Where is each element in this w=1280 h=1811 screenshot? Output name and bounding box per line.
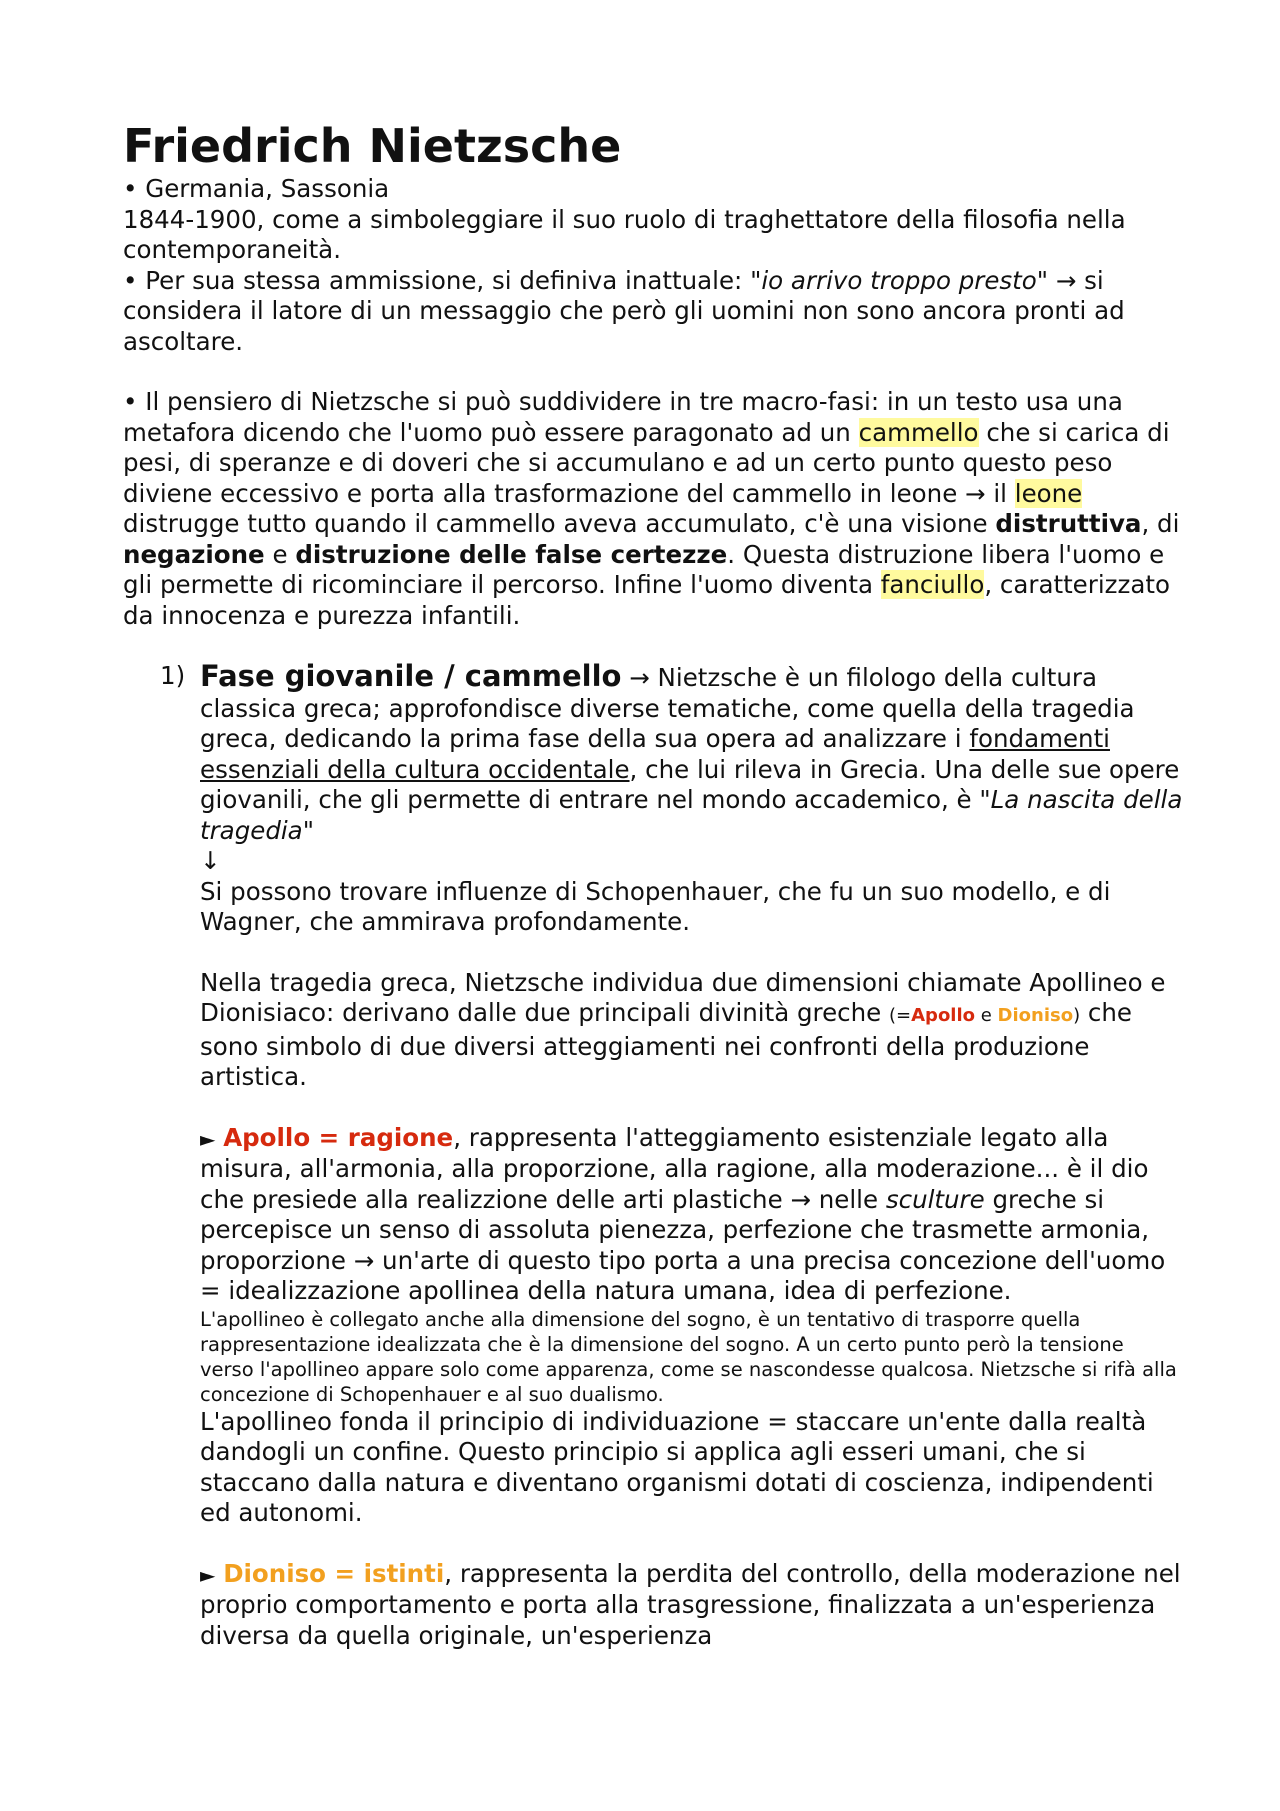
intro-text: " → si considera il latore di un messaggio che però gli uomini non sono ancora pronti ad ascoltare. [123, 265, 1125, 356]
phase-1-item [160, 659, 1183, 1651]
conjunction: e [975, 1005, 998, 1026]
paren-open: (= [889, 1005, 912, 1026]
book-title: La nascita della tragedia [200, 785, 1183, 845]
text: Nella tragedia greca, Nietzsche individua due dimensioni chiamate Apollineo e Dionisiaco: derivano dalle due principali divinità greche [200, 967, 1166, 1027]
individuation-paragraph: L'apollineo fonda il principio di individuazione = staccare un'ente dalla realtà dandogli un confine. Questo principio si applica agli esseri umani, che si staccano dalla natura e diventano organismi dotati di coscienza, indipendenti ed autonomi. [200, 1406, 1154, 1527]
spacer [200, 1529, 1183, 1559]
influences-paragraph: Si possono trovare influenze di Schopenhauer, che fu un suo modello, e di Wagner, che ammirava profondamente. [200, 876, 1111, 936]
text: " [302, 815, 314, 845]
paren-close: ) [1073, 1005, 1081, 1026]
highlight-fanciullo: fanciullo [880, 570, 985, 599]
text: che sono simbolo di due diversi atteggiamenti nei confronti della produzione artistica. [200, 998, 1132, 1091]
dioniso-label-small: Dioniso [997, 1005, 1074, 1026]
page-title: Friedrich Nietzsche [123, 119, 622, 173]
document-page [123, 118, 1183, 1651]
text: • Il pensiero di Nietzsche si può suddividere in tre macro-fasi: in un testo usa una metafora dicendo che l'uomo può essere paragonato ad un [123, 387, 1123, 447]
text: distrugge tutto quando il cammello aveva accumulato, c'è una visione [123, 509, 996, 538]
text: , di [1141, 509, 1180, 538]
text: , rappresenta l'atteggiamento esistenziale legato alla misura, all'armonia, alla proporzione, alla ragione, alla moderazione... è il dio che presiede alla realizzione delle arti plastiche → nelle [200, 1122, 1149, 1214]
text: che si carica di pesi, di speranze e di doveri che si accumulano e ad un certo punto questo peso diviene eccessivo e porta alla trasformazione del cammello in leone → il [123, 417, 1170, 508]
apollo-dream-note: L'apollineo è collegato anche alla dimensione del sogno, è un tentativo di trasporre quella rappresentazione idealizzata che è la dimensione del sogno. A un certo punto però la tensione verso l'apollineo appare solo come apparenza, come se nascondesse qualcosa. Nietzsche si rifà alla concezione di Schopenhauer e al suo dualismo. [200, 1307, 1177, 1406]
dioniso-paragraph [200, 1559, 1183, 1652]
triangle-bullet-icon: ► [200, 1126, 216, 1151]
spacer [200, 1093, 1183, 1123]
apollo-paragraph [200, 1123, 1183, 1307]
apollo-label-small: Apollo [911, 1005, 976, 1026]
text: → Nietzsche è un filologo della cultura classica greca; approfondisce diverse tematiche, come quella della tragedia greca, dedicando la prima fase della sua opera ad analizzare i [200, 663, 1135, 753]
text: e [264, 539, 296, 569]
intro-line-inattuale [123, 266, 1183, 358]
spacer [123, 357, 1183, 387]
intro-line-dates: 1844-1900, come a simboleggiare il suo ruolo di traghettatore della filosofia nella contemporaneità. [123, 204, 1126, 264]
text: . Questa distruzione libera l'uomo e gli permette di ricominciare il percorso. Infine l'uomo diventa [123, 539, 1165, 599]
macro-phases-paragraph [123, 387, 1183, 631]
spacer [123, 631, 1183, 661]
dioniso-heading: Dioniso = istinti [223, 1558, 445, 1588]
text: , caratterizzato da innocenza e purezza infantili. [123, 570, 1170, 630]
highlight-cammello: cammello [858, 417, 979, 447]
intro-line-location: • Germania, Sassonia [123, 174, 390, 203]
list-number: 1) [160, 661, 186, 690]
phase-1-paragraph [200, 661, 1183, 846]
text: greche si percepisce un senso di assoluta pienezza, perfezione che trasmette armonia, proporzione → un'arte di questo tipo porta a una precisa concezione dell'uomo = idealizzazione apollinea della natura umana, idea di perfezione. [200, 1184, 1166, 1305]
phase-1-title: Fase giovanile / cammello [200, 659, 622, 693]
bold-distruttiva: distruttiva [995, 509, 1142, 538]
down-arrow: ↓ [200, 846, 221, 875]
highlight-leone: leone [1014, 478, 1083, 508]
apollo-heading: Apollo = ragione [223, 1122, 454, 1152]
intro-quote: io arrivo troppo presto [761, 265, 1037, 295]
underlined-text: fondamenti essenziali della cultura occidentale [200, 724, 1110, 784]
text: , che lui rileva in Grecia. Una delle sue opere giovanili, che gli permette di entrare nel mondo accademico, è " [200, 754, 1180, 814]
bold-false-certezze: distruzione delle false certezze [295, 539, 728, 569]
triangle-bullet-icon: ► [200, 1562, 216, 1587]
intro-text: • Per sua stessa ammissione, si definiva inattuale: " [123, 265, 762, 295]
italic-sculture: sculture [885, 1184, 985, 1214]
dimensions-paragraph [200, 968, 1183, 1093]
spacer [200, 938, 1183, 968]
text: , rappresenta la perdita del controllo, della moderazione nel proprio comportamento e porta alla trasgressione, finalizzata a un'esperienza diversa da quella originale, un'esperienza [200, 1558, 1181, 1650]
bold-negazione: negazione [123, 539, 265, 569]
